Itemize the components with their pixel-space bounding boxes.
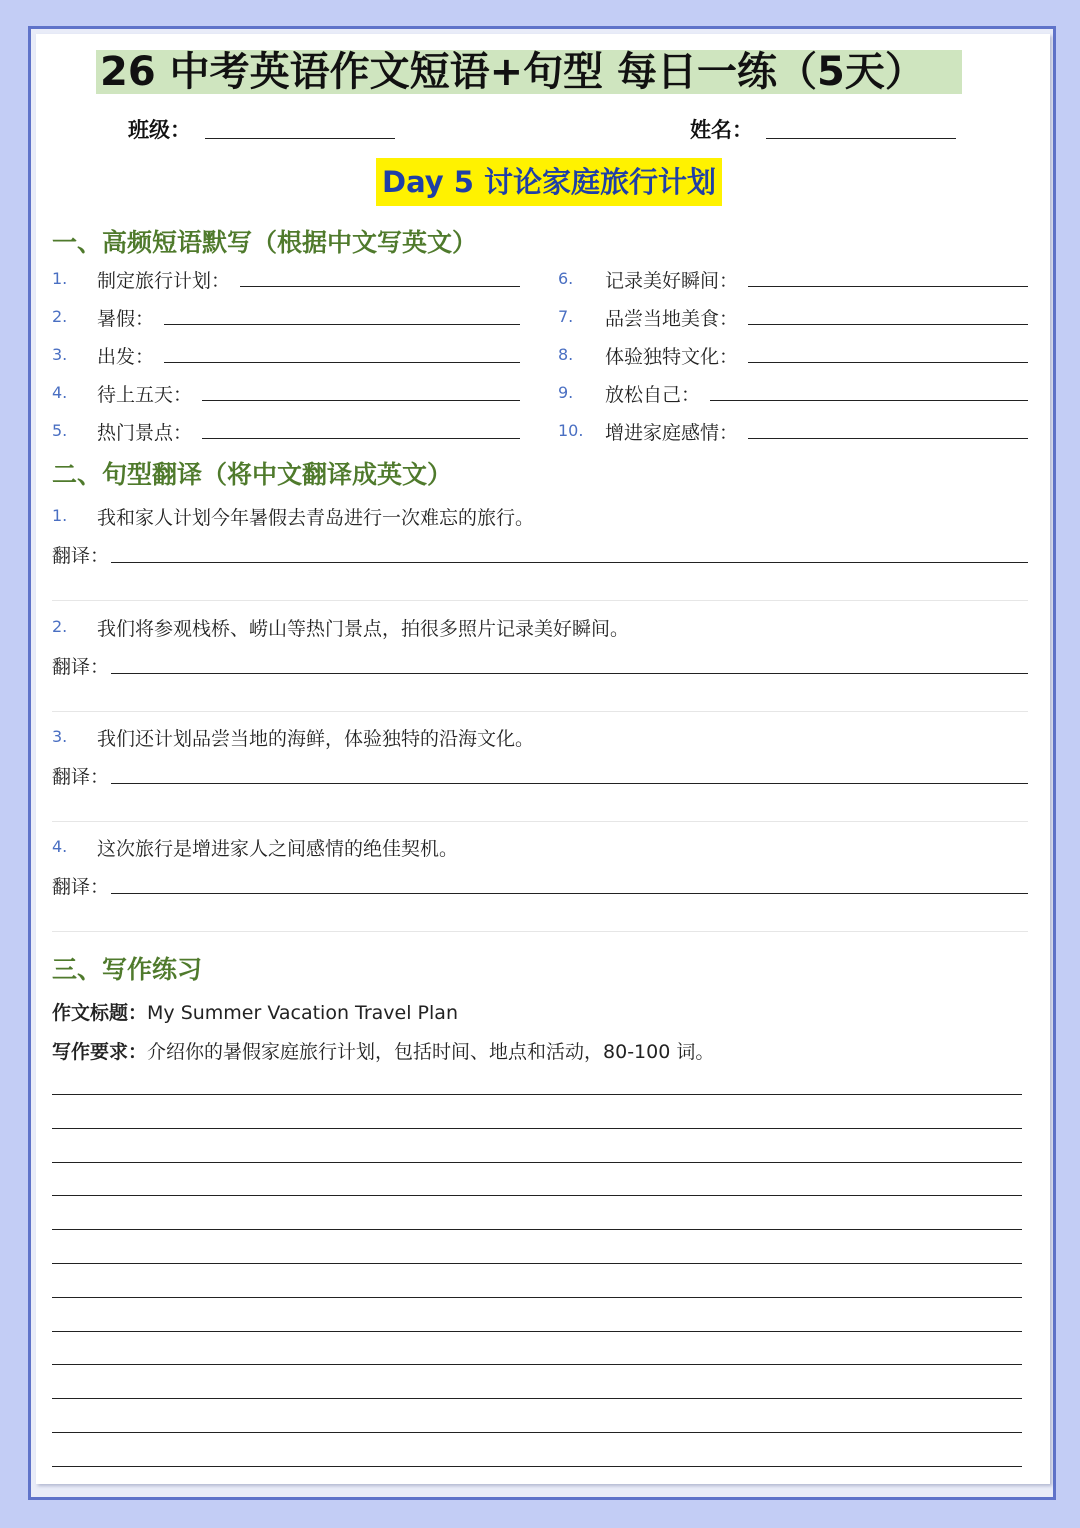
writing-line[interactable]: [52, 1398, 1022, 1399]
sentence-text: 我们将参观栈桥、崂山等热门景点，拍很多照片记录美好瞬间。: [97, 618, 630, 640]
phrase-text: 记录美好瞬间：: [605, 270, 739, 292]
requirement-value: 介绍你的暑假家庭旅行计划，包括时间、地点和活动，80-100 词。: [147, 1041, 715, 1063]
phrase-number: 5.: [52, 421, 68, 440]
name-blank[interactable]: [766, 138, 956, 139]
phrase-number: 6.: [558, 269, 574, 288]
essay-requirement: [52, 1037, 714, 1064]
class-label: 班级：: [128, 117, 191, 142]
divider: [52, 600, 1028, 601]
translate-label: 翻译：: [52, 656, 110, 678]
translate-label: 翻译：: [52, 766, 110, 788]
phrase-text: 品尝当地美食：: [605, 308, 739, 330]
day-title: Day 5 讨论家庭旅行计划: [376, 158, 722, 206]
phrase-number: 10.: [558, 421, 584, 440]
phrase-text: 放松自己：: [605, 384, 701, 406]
translate-label: 翻译：: [52, 545, 110, 567]
phrase-number: 3.: [52, 345, 68, 364]
class-blank[interactable]: [205, 138, 395, 139]
sentence-text: 我和家人计划今年暑假去青岛进行一次难忘的旅行。: [97, 507, 535, 529]
sentence-number: 1.: [52, 506, 68, 525]
phrase-number: 8.: [558, 345, 574, 364]
translation-answer-line[interactable]: [111, 783, 1028, 784]
worksheet-title: 26 中考英语作文短语+句型 每日一练（5天）: [96, 50, 962, 94]
writing-line[interactable]: [52, 1229, 1022, 1230]
sentence-number: 4.: [52, 837, 68, 856]
writing-line[interactable]: [52, 1432, 1022, 1433]
phrase-text: 体验独特文化：: [605, 346, 739, 368]
phrase-number: 1.: [52, 269, 68, 288]
requirement-label: 写作要求：: [52, 1041, 148, 1063]
essay-topic: [52, 998, 458, 1025]
phrase-answer-line[interactable]: [202, 438, 520, 439]
phrase-answer-line[interactable]: [748, 286, 1028, 287]
writing-line[interactable]: [52, 1297, 1022, 1298]
writing-line[interactable]: [52, 1466, 1022, 1467]
name-label: 姓名：: [690, 117, 753, 142]
sentence-text: 我们还计划品尝当地的海鲜，体验独特的沿海文化。: [97, 728, 535, 750]
writing-line[interactable]: [52, 1263, 1022, 1264]
topic-label: 作文标题：: [52, 1002, 148, 1024]
phrase-answer-line[interactable]: [202, 400, 520, 401]
writing-line[interactable]: [52, 1364, 1022, 1365]
divider: [52, 711, 1028, 712]
sentence-text: 这次旅行是增进家人之间感情的绝佳契机。: [97, 838, 459, 860]
phrase-text: 待上五天：: [97, 384, 193, 406]
sentence-number: 2.: [52, 617, 68, 636]
writing-line[interactable]: [52, 1094, 1022, 1095]
phrase-text: 制定旅行计划：: [97, 270, 231, 292]
translation-answer-line[interactable]: [111, 562, 1028, 563]
divider: [52, 821, 1028, 822]
phrase-number: 7.: [558, 307, 574, 326]
section1-heading: 一、高频短语默写（根据中文写英文）: [52, 228, 478, 257]
writing-line[interactable]: [52, 1128, 1022, 1129]
phrase-number: 9.: [558, 383, 574, 402]
phrase-answer-line[interactable]: [748, 362, 1028, 363]
phrase-answer-line[interactable]: [164, 324, 520, 325]
translate-label: 翻译：: [52, 876, 110, 898]
phrase-text: 暑假：: [97, 308, 155, 330]
phrase-text: 热门景点：: [97, 422, 193, 444]
phrase-text: 出发：: [97, 346, 155, 368]
writing-line[interactable]: [52, 1331, 1022, 1332]
section3-heading: 三、写作练习: [52, 955, 203, 984]
phrase-number: 4.: [52, 383, 68, 402]
topic-value: My Summer Vacation Travel Plan: [147, 1002, 458, 1024]
phrase-answer-line[interactable]: [164, 362, 520, 363]
translation-answer-line[interactable]: [111, 893, 1028, 894]
phrase-answer-line[interactable]: [710, 400, 1028, 401]
phrase-number: 2.: [52, 307, 68, 326]
translation-answer-line[interactable]: [111, 673, 1028, 674]
phrase-text: 增进家庭感情：: [605, 422, 739, 444]
writing-line[interactable]: [52, 1195, 1022, 1196]
sentence-number: 3.: [52, 727, 68, 746]
phrase-answer-line[interactable]: [240, 286, 520, 287]
section2-heading: 二、句型翻译（将中文翻译成英文）: [52, 460, 453, 489]
phrase-answer-line[interactable]: [748, 438, 1028, 439]
divider: [52, 931, 1028, 932]
phrase-answer-line[interactable]: [748, 324, 1028, 325]
writing-line[interactable]: [52, 1162, 1022, 1163]
